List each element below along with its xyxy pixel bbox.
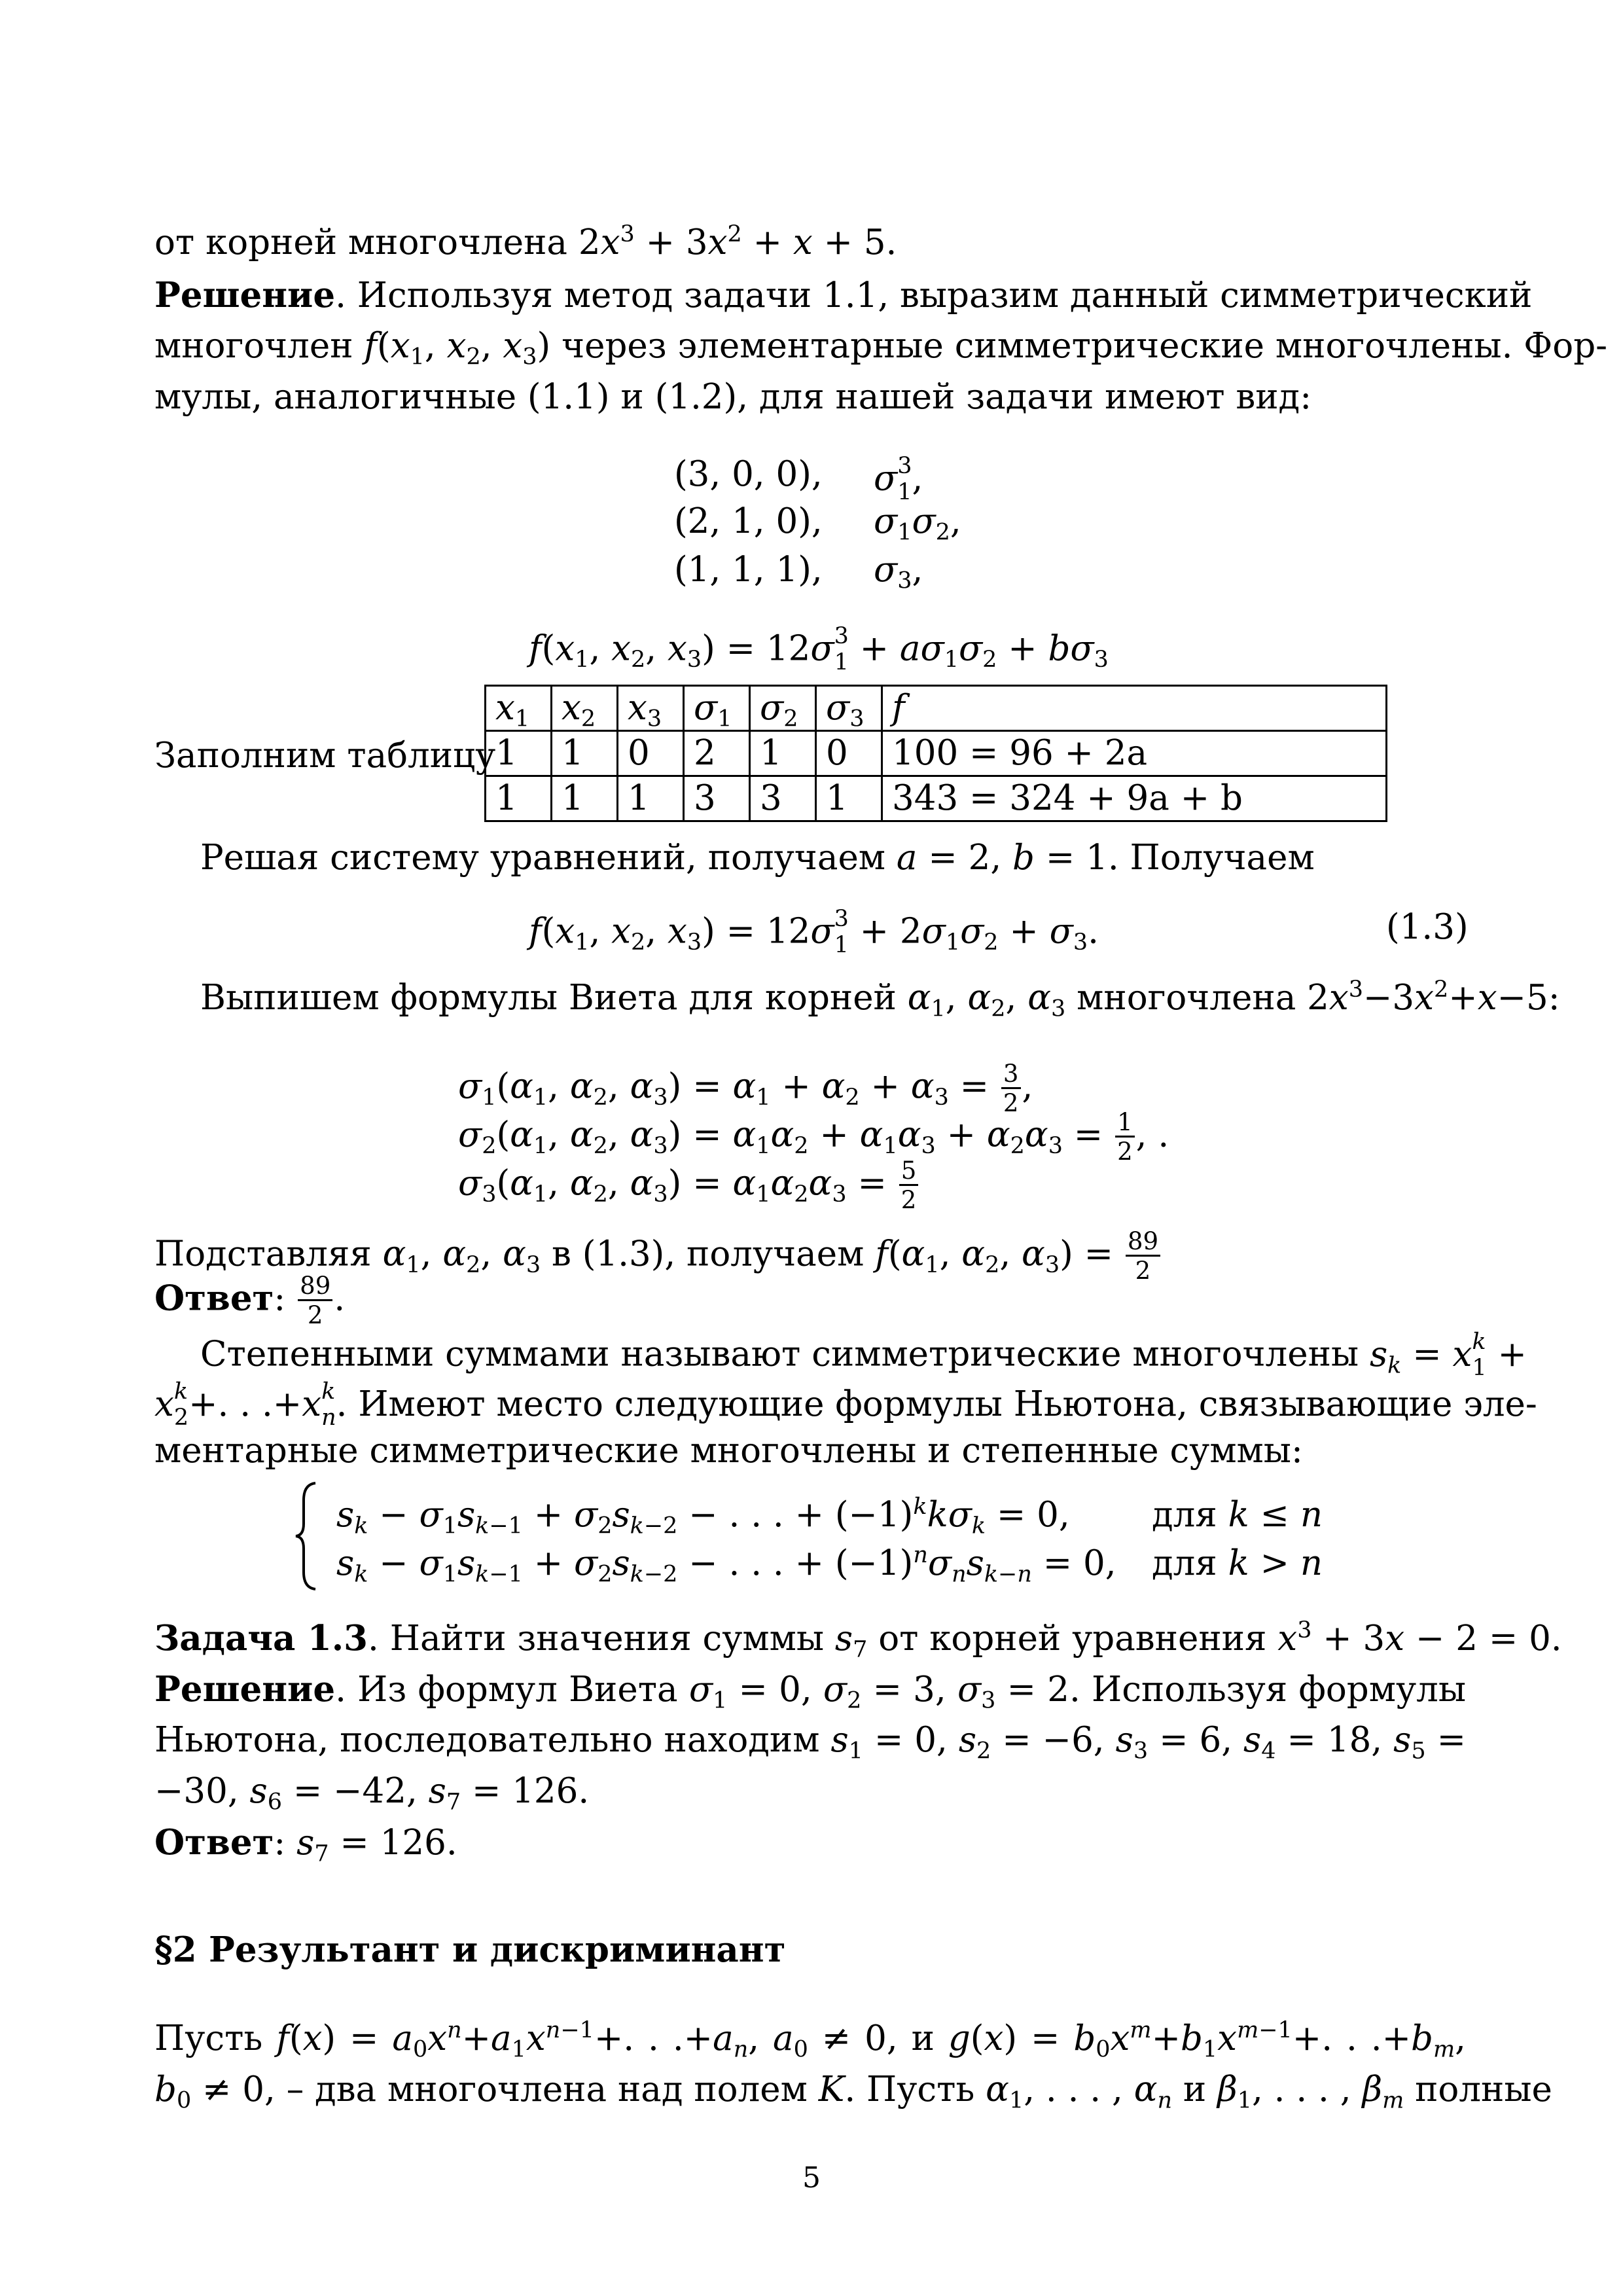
- cell: 3: [684, 776, 750, 821]
- substituting-text: Подставляя: [154, 1234, 372, 1274]
- solution-text-3: мулы, аналогичные (1.1) и (1.2), для нашей задачи имеют вид:: [154, 377, 1312, 417]
- solution-line-2: многочлен $f(x_1$, $x_2$, $x_3$) через элементарные симметрические многочлены. Фор-: [154, 326, 1608, 370]
- newton-formula-2: $s_k - \sigma_1s_{k-1} + \sigma_2s_{k-2}$ − . . . + $(-1)^n\sigma_ns_{k-n} = 0$,: [336, 1541, 1116, 1588]
- section-line-1: Пусть $f(x) = a_0x^n+a_1x^{n-1}+$. . $.+a_n$, $a_0 \ne 0$, и $g(x) = b_0x^m+b_1x^{m-1}+$. . $.+b_m$,: [154, 2017, 1466, 2063]
- for-word-1: для: [1152, 1495, 1217, 1535]
- equation-number: (1.3): [1386, 907, 1469, 947]
- section-title: [154, 1928, 1466, 1972]
- header-x1: $x_1$: [486, 686, 552, 731]
- solution2-line-3: −30, $s_6 = -42$, $s_7 = 126$.: [154, 1771, 590, 1816]
- section-text-2-and: и: [1183, 2070, 1207, 2109]
- solution-line-3: [154, 376, 1466, 419]
- cell: 1: [750, 731, 816, 776]
- header-s2: $\sigma_2$: [750, 686, 816, 731]
- vieta-formula-3: $\sigma_3(\alpha_1$, $\alpha_2$, $\alpha_3) = \alpha_1\alpha_2\alpha_3$ = $\frac{5}{2}$: [458, 1158, 919, 1212]
- task-text: . Найти значения суммы: [368, 1619, 825, 1659]
- monomial-exp-1: (3, 0, 0),: [674, 454, 823, 494]
- solution-text-1: . Используя метод задачи 1.1, выразим данный симметрический: [335, 276, 1533, 315]
- solution-text-2a: многочлен: [154, 326, 353, 366]
- left-brace: [293, 1480, 319, 1592]
- power-sums-line-1: Степенными суммами называют симметрические многочлены $s_k = x$ k 1 +: [200, 1329, 1527, 1382]
- power-sums-line-3: [154, 1429, 1466, 1473]
- solution-label-2: Решение: [154, 1669, 336, 1710]
- monomial-sigma-3: $\sigma_3$,: [874, 550, 923, 594]
- cell: 2: [684, 731, 750, 776]
- section-text-2c: полные: [1415, 2070, 1552, 2109]
- cell: 343 = 324 + 9a + b: [882, 776, 1387, 821]
- power-sums-text-2: . Имеют место следующие формулы Ньютона, связывающие эле-: [336, 1384, 1537, 1424]
- solution-line-1: [154, 274, 1533, 317]
- cell: 1: [618, 776, 684, 821]
- vieta-intro-line: Выпишем формулы Виета для корней $\alpha_1$, $\alpha_2$, $\alpha_3$ многочлена $2x^3-3x^2+x-5$:: [200, 976, 1560, 1022]
- solution2-text-1a: . Из формул Виета: [335, 1670, 678, 1710]
- table-row: [486, 731, 1387, 776]
- power-sums-text-3: ментарные симметрические многочлены и степенные суммы:: [154, 1431, 1303, 1471]
- task-label: Задача 1.3: [154, 1618, 368, 1659]
- page-number: 5: [802, 2161, 821, 2195]
- newton-condition-1: для k ≤ n: [1152, 1495, 1323, 1535]
- newton-formula-1: $s_k - \sigma_1s_{k-1} + \sigma_2s_{k-2}$ − . . . + $(-1)^kk\sigma_k = 0$,: [336, 1493, 1070, 1539]
- header-f: f: [882, 686, 1387, 731]
- section-title-text: §2 Результант и дискриминант: [154, 1929, 786, 1970]
- answer-line-1: Ответ: $\frac{89}{2}$ .: [154, 1272, 346, 1330]
- cell: 1: [816, 776, 882, 821]
- answer-line-2: Ответ: $s_7 = 126$.: [154, 1822, 457, 1867]
- value-table: [484, 685, 1387, 822]
- header-x2: $x_2$: [552, 686, 618, 731]
- newton-condition-2: для k > n: [1152, 1543, 1323, 1583]
- cell: 0: [618, 731, 684, 776]
- equation-1-3: $f(x_1$, $x_2$, $x_3) = 12\sigma$ 3 1 + $2\sigma_1\sigma_2 + \sigma_3$.: [529, 906, 1099, 959]
- vieta-intro-text: Выпишем формулы Виета для корней: [200, 978, 897, 1018]
- monomial-sigma-1: σ 3 1 ,: [874, 453, 923, 506]
- system-solve-text: Решая систему уравнений, получаем: [200, 838, 886, 878]
- answer-label: Ответ: [154, 1278, 274, 1319]
- f-general-formula: $f(x_1$, $x_2$, $x_3) = 12\sigma$ 3 1 + $a\sigma_1\sigma_2 + b\sigma_3$: [529, 623, 1109, 676]
- solution2-text-1b: . Используя формулы: [1069, 1670, 1466, 1710]
- solution2-text-2: Ньютона, последовательно находим: [154, 1720, 820, 1760]
- system-solve-line: Решая систему уравнений, получаем a = 2, b = 1. Получаем: [200, 838, 1315, 878]
- monomial-exp-2: (2, 1, 0),: [674, 501, 823, 541]
- power-sums-line-2: x k 2 +. . .+x k n . Имеют место следующие формулы Ньютона, связывающие эле-: [154, 1378, 1537, 1431]
- cell: 3: [750, 776, 816, 821]
- section-line-2: $b_0 \ne 0$, – два многочлена над полем K. Пусть $\alpha_1$, . . . , $\alpha_n$ и $\beta_1$, . . . , $\beta_m$ полные: [154, 2070, 1552, 2114]
- intro-line: от корней многочлена $2x^3 + 3x^2 + x + 5$.: [154, 221, 897, 262]
- solution2-line-1: Решение. Из формул Виета $\sigma_1 = 0$, $\sigma_2 = 3$, $\sigma_3 = 2$. Используя формулы: [154, 1669, 1466, 1714]
- obtain-text: . Получаем: [1107, 838, 1315, 878]
- in-13-text: в (1.3), получаем: [552, 1234, 865, 1274]
- header-x3: $x_3$: [618, 686, 684, 731]
- monomial-exp-3: (1, 1, 1),: [674, 550, 823, 590]
- cell: 1: [552, 776, 618, 821]
- cell: 1: [486, 776, 552, 821]
- fill-table-label: Заполним таблицу: [154, 736, 496, 776]
- section-text-2a: , – два многочлена над полем: [264, 2070, 808, 2109]
- substitution-line: Подставляя $\alpha_1$, $\alpha_2$, $\alpha_3$ в (1.3), получаем $f(\alpha_1$, $\alpha_2$, $\alpha_3$) = $\frac{89}{2}$: [154, 1229, 1466, 1283]
- task-text-2: от корней уравнения: [878, 1619, 1267, 1659]
- monomial-sigma-2: $\sigma_1\sigma_2$,: [874, 501, 961, 546]
- cell: 1: [552, 731, 618, 776]
- answer-label-2: Ответ: [154, 1822, 274, 1863]
- vieta-formula-2: $\sigma_2(\alpha_1$, $\alpha_2$, $\alpha_3) = \alpha_1\alpha_2 + \alpha_1\alpha_3 + \alpha_2\alpha_3$ = $\frac{1}{2}$ , .: [458, 1108, 1169, 1166]
- for-word-2: для: [1152, 1543, 1217, 1583]
- cell: 0: [816, 731, 882, 776]
- solution-text-2b: через элементарные симметрические многочлены. Фор-: [562, 326, 1608, 366]
- vieta-poly-text: многочлена: [1077, 978, 1296, 1018]
- table-row: [486, 776, 1387, 821]
- power-sums-text-1: Степенными суммами называют симметрические многочлены: [200, 1334, 1359, 1374]
- cell: 100 = 96 + 2a: [882, 731, 1387, 776]
- section-text-1-and: , и: [886, 2018, 935, 2058]
- solution-label: Решение: [154, 275, 336, 315]
- intro-text: от корней многочлена: [154, 223, 568, 262]
- header-s3: $\sigma_3$: [816, 686, 882, 731]
- cell: 1: [486, 731, 552, 776]
- section-text-1a: Пусть: [154, 2018, 263, 2058]
- task-line: Задача 1.3. Найти значения суммы $s_7$ от корней уравнения $x^3 + 3x - 2 = 0$.: [154, 1617, 1562, 1663]
- header-s1: $\sigma_1$: [684, 686, 750, 731]
- vieta-formula-1: $\sigma_1(\alpha_1$, $\alpha_2$, $\alpha_3) = \alpha_1 + \alpha_2 + \alpha_3$ = $\frac{3}{2}$ ,: [458, 1060, 1033, 1118]
- section-text-2b: . Пусть: [844, 2070, 975, 2109]
- solution2-line-2: Ньютона, последовательно находим $s_1 = 0$, $s_2 = -6$, $s_3 = 6$, $s_4 = 18$, $s_5$ =: [154, 1720, 1466, 1765]
- table-header-row: [486, 686, 1387, 731]
